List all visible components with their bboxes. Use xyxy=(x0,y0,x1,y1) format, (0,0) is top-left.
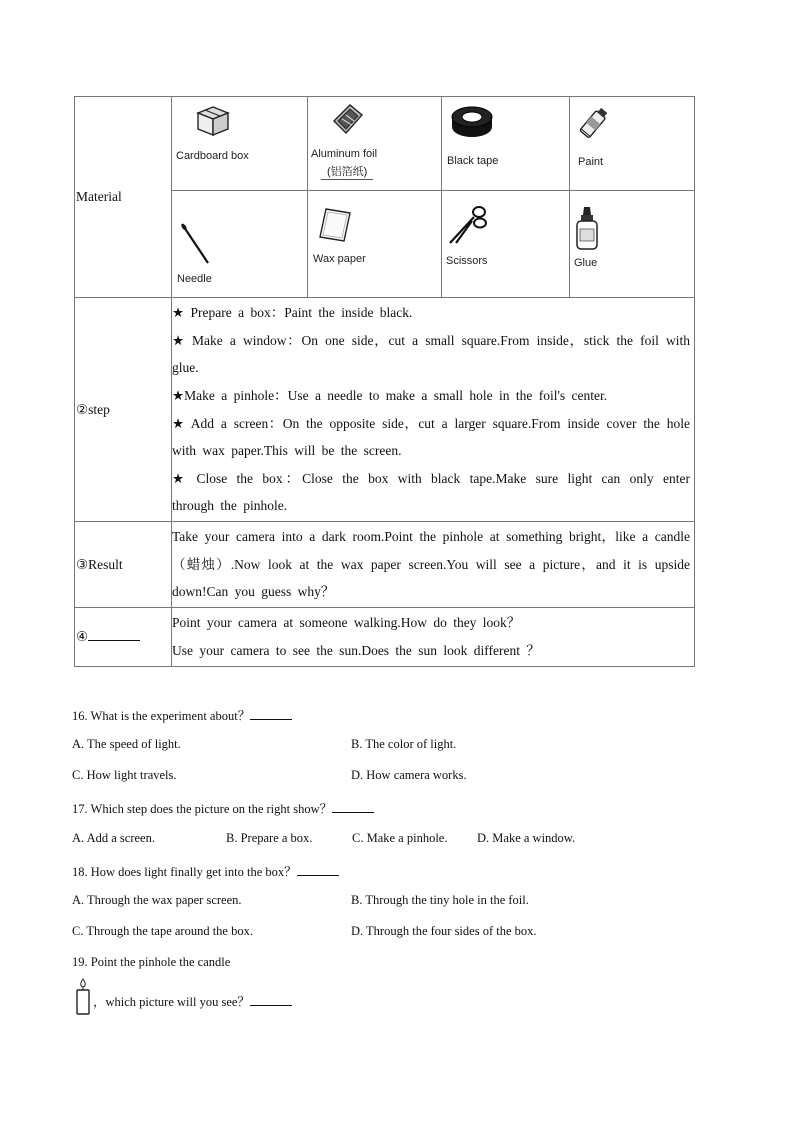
question-17 xyxy=(72,799,374,817)
step-label: ②step xyxy=(75,298,172,522)
step-line: ★ Prepare a box：Paint the inside black. xyxy=(172,305,413,321)
scissors-icon xyxy=(446,203,490,247)
material-name: Needle xyxy=(177,273,212,285)
step-line: ★Make a pinhole：Use a needle to make a small hole in the foil's center. xyxy=(172,387,608,403)
fourth-line: Point your camera at someone walking.How do they look？ xyxy=(172,615,521,631)
option-c[interactable]: C. How light travels. xyxy=(72,768,177,782)
fourth-line: Use your camera to see the sun.Does the sun look different ？ xyxy=(172,643,540,658)
option-d[interactable]: D. Make a window. xyxy=(477,831,576,845)
material-name: Aluminum foil xyxy=(311,148,378,160)
result-content: Take your camera into a dark room.Point the pinhole at something bright，like a candle（蜡烛）.Now look at the wax paper screen.You will see a picture，and it is upside down!Can you guess why？ xyxy=(172,522,695,608)
material-cell-black-tape xyxy=(442,97,570,191)
black-tape-icon xyxy=(450,105,494,139)
question-18 xyxy=(72,862,339,880)
question-stem-continued: ，which picture will you see？ xyxy=(93,995,250,1009)
question-stem: 16. What is the experiment about？ xyxy=(72,709,251,723)
fourth-label xyxy=(75,608,172,667)
fourth-label-number: ④ xyxy=(76,629,89,644)
material-note: (铝箔纸) xyxy=(321,163,373,180)
option-c[interactable]: C. Make a pinhole. xyxy=(352,831,448,845)
option-b[interactable]: B. The color of light. xyxy=(351,737,457,751)
question-stem: 18. How does light finally get into the box？ xyxy=(72,865,297,879)
paint-tube-icon xyxy=(574,105,610,145)
option-c[interactable]: C. Through the tape around the box. xyxy=(72,924,253,938)
material-cell-wax-paper xyxy=(308,191,442,298)
question-stem: 17. Which step does the picture on the right show？ xyxy=(72,802,333,816)
material-name: Wax paper xyxy=(313,253,366,265)
result-label: ③Result xyxy=(75,522,172,608)
step-line: ★ Close the box：Close the box with black tape.Make sure light can only enter through the pinhole. xyxy=(172,470,690,514)
option-b[interactable]: B. Prepare a box. xyxy=(226,831,313,845)
option-d[interactable]: D. How camera works. xyxy=(351,768,467,782)
answer-blank[interactable] xyxy=(250,993,292,1006)
question-19: 19. Point the pinhole the candle xyxy=(72,955,231,969)
cardboard-box-icon xyxy=(194,103,232,137)
material-cell-scissors xyxy=(442,191,570,298)
material-name: Glue xyxy=(574,257,598,269)
material-name: Scissors xyxy=(446,255,488,267)
material-cell-paint xyxy=(570,97,695,191)
material-cell-needle xyxy=(172,191,308,298)
answer-blank[interactable] xyxy=(250,707,292,720)
step-line: ★ Make a window：On one side，cut a small square.From inside，stick the foil with glue. xyxy=(172,332,690,376)
material-name: Paint xyxy=(578,156,604,168)
experiment-table xyxy=(74,96,695,667)
needle-icon xyxy=(178,221,214,267)
candle-icon xyxy=(74,978,92,1016)
answer-blank[interactable] xyxy=(88,630,140,641)
aluminum-foil-icon xyxy=(330,101,366,137)
question-19-continued xyxy=(93,992,292,1010)
material-cell-glue xyxy=(570,191,695,298)
material-cell-cardboard-box xyxy=(172,97,308,191)
option-d[interactable]: D. Through the four sides of the box. xyxy=(351,924,537,938)
material-label: Material xyxy=(75,97,172,298)
step-line: ★ Add a screen：On the opposite side，cut a larger square.From inside cover the hole with wax paper.This will be the screen. xyxy=(172,415,690,459)
answer-blank[interactable] xyxy=(297,863,339,876)
fourth-content xyxy=(172,608,695,667)
wax-paper-icon xyxy=(316,205,356,245)
step-content xyxy=(172,298,695,522)
answer-blank[interactable] xyxy=(332,800,374,813)
option-a[interactable]: A. The speed of light. xyxy=(72,737,181,751)
material-name: Black tape xyxy=(447,155,499,167)
question-16 xyxy=(72,706,292,724)
material-cell-aluminum-foil xyxy=(308,97,442,191)
option-a[interactable]: A. Through the wax paper screen. xyxy=(72,893,242,907)
option-a[interactable]: A. Add a screen. xyxy=(72,831,155,845)
material-name: Cardboard box xyxy=(176,150,249,162)
glue-bottle-icon xyxy=(574,205,600,251)
option-b[interactable]: B. Through the tiny hole in the foil. xyxy=(351,893,529,907)
